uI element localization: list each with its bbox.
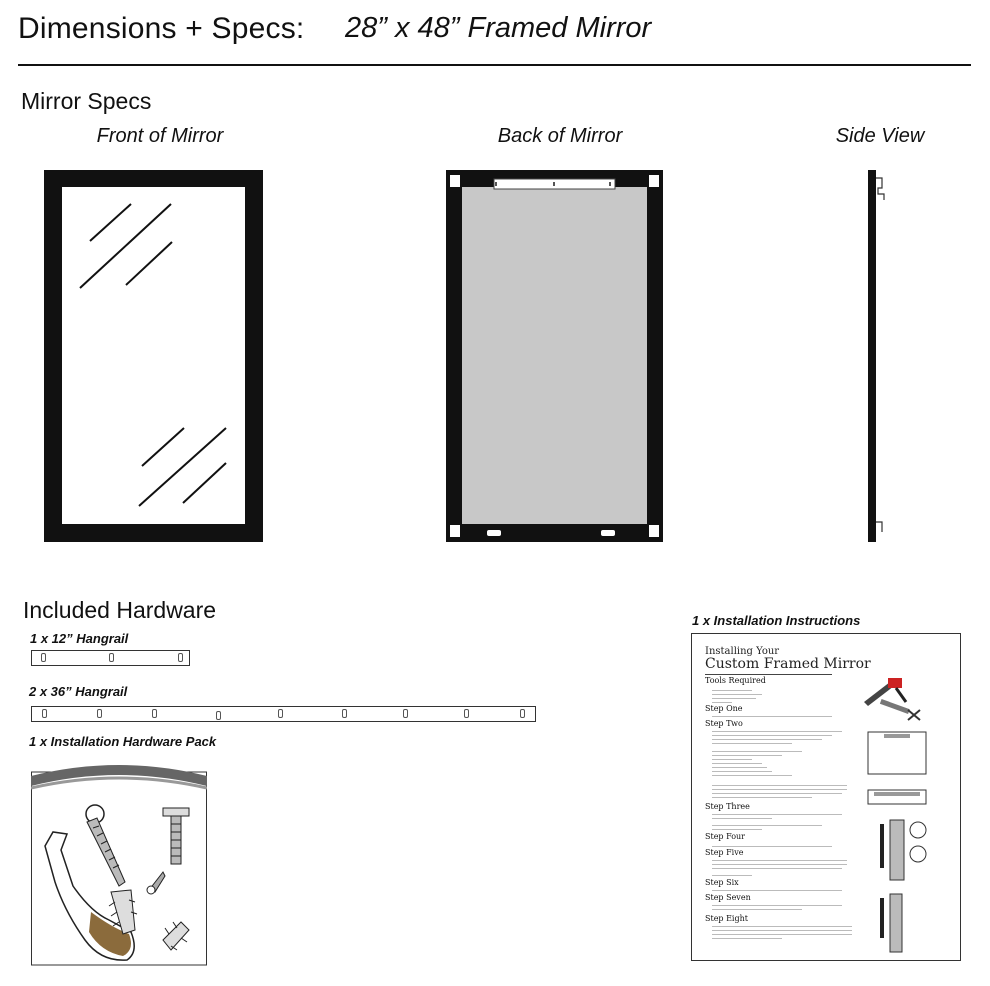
front-mirror-drawing [44, 170, 263, 542]
step-8: Step Eight [705, 914, 748, 923]
step-1: Step One [705, 704, 743, 713]
front-view-label: Front of Mirror [96, 125, 224, 147]
instructions-title-line1: Installing Your [705, 646, 780, 657]
step-6: Step Six [705, 878, 739, 887]
instructions-illustrations [860, 674, 952, 954]
back-mirror-drawing [446, 170, 663, 542]
step-2: Step Two [705, 719, 743, 728]
side-mirror-drawing [866, 170, 890, 542]
tools-heading: Tools Required [705, 676, 766, 685]
step-4: Step Four [705, 832, 745, 841]
side-view-label: Side View [835, 125, 925, 147]
instructions-label: 1 x Installation Instructions [692, 613, 861, 628]
hangrail-12 [31, 650, 190, 666]
page-title: Dimensions + Specs: [18, 12, 305, 45]
back-view-label: Back of Mirror [497, 125, 623, 147]
hangrail-36 [31, 706, 536, 722]
hardware-heading: Included Hardware [23, 597, 217, 623]
instructions-title-line2: Custom Framed Mirror [705, 656, 871, 672]
mirror-specs-heading: Mirror Specs [21, 88, 152, 114]
instructions-document [691, 633, 961, 961]
tools-icon [864, 678, 920, 720]
product-subtitle: 28” x 48” Framed Mirror [345, 12, 652, 44]
step-3: Step Three [705, 802, 750, 811]
step-5: Step Five [705, 848, 744, 857]
hangrail-36-label: 2 x 36” Hangrail [29, 684, 128, 699]
step-7: Step Seven [705, 893, 751, 902]
header-divider [18, 64, 971, 66]
hardware-pack-label: 1 x Installation Hardware Pack [29, 734, 217, 749]
hardware-pack-drawing [31, 762, 207, 966]
hangrail-12-label: 1 x 12” Hangrail [30, 631, 129, 646]
